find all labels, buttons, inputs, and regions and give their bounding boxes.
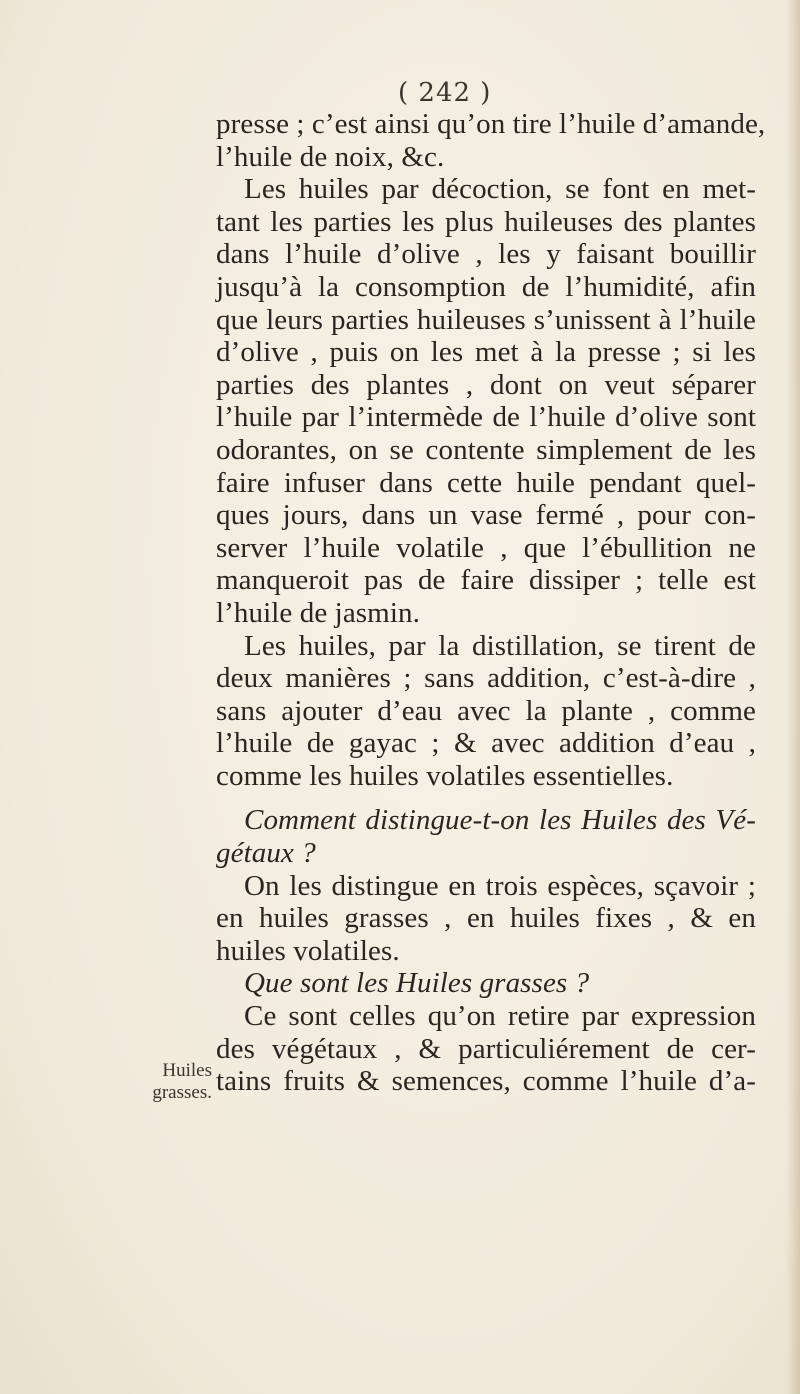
text-line: deux manières ; sans addition, c’est-à-dire , bbox=[216, 662, 756, 695]
page-edge-shadow bbox=[786, 0, 800, 1394]
text-line: des végétaux , & particuliérement de cer- bbox=[216, 1032, 756, 1065]
margin-note-line-1: Huiles bbox=[162, 1060, 212, 1081]
text-line: en huiles grasses , en huiles fixes , & en bbox=[216, 902, 756, 935]
text-line: manqueroit pas de faire dissiper ; telle est bbox=[216, 564, 756, 597]
body-text bbox=[216, 108, 766, 1098]
text-line: parties des plantes , dont on veut séparer bbox=[216, 368, 756, 401]
question-heading: Que sont les Huiles grasses ? bbox=[244, 967, 590, 1000]
text-line: On les distingue en trois espèces, sçavoir ; bbox=[244, 869, 756, 902]
text-line: comme les huiles volatiles essentielles. bbox=[216, 759, 674, 792]
page-number: ( 242 ) bbox=[398, 78, 492, 108]
text-line: jusqu’à la consomption de l’humidité, afin bbox=[216, 270, 756, 303]
text-line: Les huiles, par la distillation, se tirent de bbox=[244, 629, 756, 662]
margin-note-line-2: grasses. bbox=[152, 1082, 212, 1103]
text-line: l’huile de jasmin. bbox=[216, 596, 420, 629]
text-line: huiles volatiles. bbox=[216, 934, 400, 967]
margin-note bbox=[132, 1060, 212, 1104]
text-line: dans l’huile d’olive , les y faisant bouillir bbox=[216, 238, 756, 271]
text-line: l’huile de gayac ; & avec addition d’eau , bbox=[216, 727, 756, 760]
question-heading: gétaux ? bbox=[216, 837, 316, 870]
text-line: odorantes, on se contente simplement de les bbox=[216, 433, 756, 466]
text-line: tant les parties les plus huileuses des plantes bbox=[216, 205, 756, 238]
text-line: Ce sont celles qu’on retire par expression bbox=[244, 1000, 756, 1033]
text-line: tains fruits & semences, comme l’huile d’a- bbox=[216, 1065, 756, 1098]
text-line: Les huiles par décoction, se font en met- bbox=[244, 173, 756, 206]
text-line: sans ajouter d’eau avec la plante , comme bbox=[216, 694, 756, 727]
text-line: faire infuser dans cette huile pendant quel- bbox=[216, 466, 756, 499]
text-line: ques jours, dans un vase fermé , pour con- bbox=[216, 499, 756, 532]
text-line: l’huile par l’intermède de l’huile d’olive sont bbox=[216, 401, 756, 434]
text-line: server l’huile volatile , que l’ébullition ne bbox=[216, 531, 756, 564]
question-heading: Comment distingue-t-on les Huiles des Vé- bbox=[244, 804, 756, 837]
text-line: d’olive , puis on les met à la presse ; si les bbox=[216, 336, 756, 369]
text-line: que leurs parties huileuses s’unissent à l’huile bbox=[216, 303, 756, 336]
text-line: l’huile de noix, &c. bbox=[216, 140, 445, 173]
text-line: presse ; c’est ainsi qu’on tire l’huile d’amande, bbox=[216, 108, 766, 140]
